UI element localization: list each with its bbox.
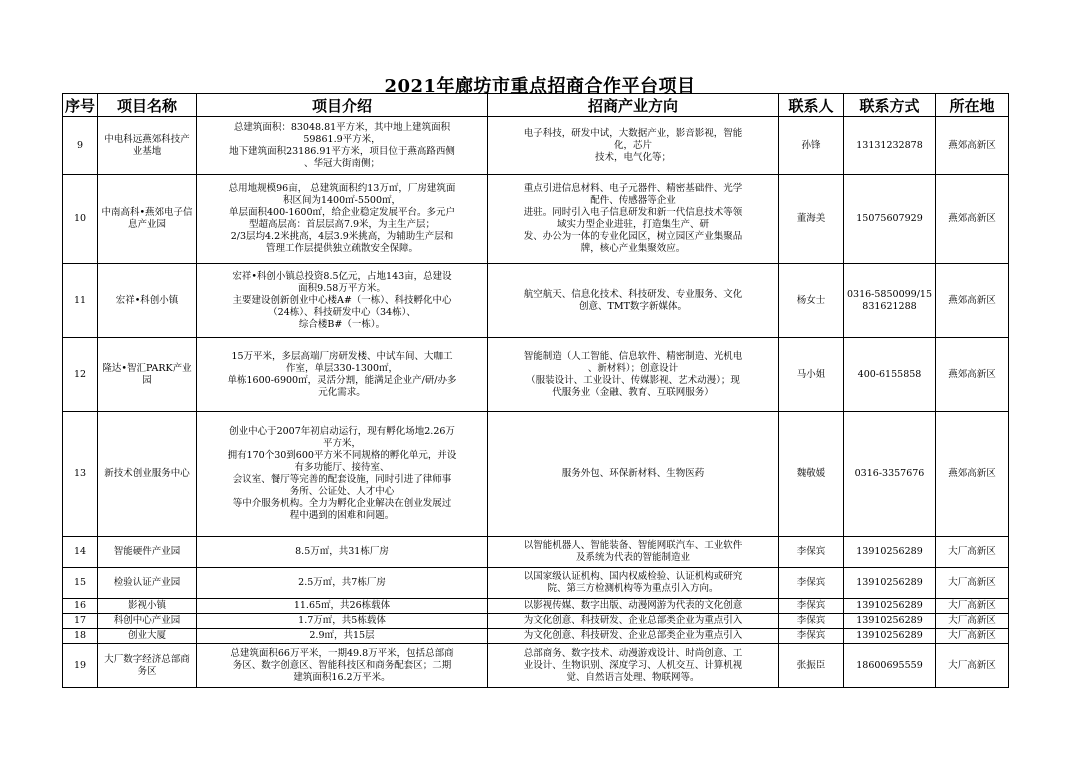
project-name: 隆达•智汇PARK产业园	[98, 338, 197, 412]
intro-line: 综合楼B#（一栋）。	[298, 318, 386, 330]
project-name: 创业大厦	[98, 629, 197, 644]
project-name: 中电科远燕郊科技产业基地	[98, 117, 197, 175]
project-intro	[197, 537, 488, 568]
table-row	[63, 568, 1009, 599]
intro-line: 11.65㎡，共26栋载体	[293, 600, 391, 611]
direction-line: 为文化创意、科技研发、企业总部类企业为重点引入	[523, 630, 743, 641]
contact-phone: 18600695559	[844, 644, 936, 688]
table-row	[63, 412, 1009, 537]
location: 大厂高新区	[936, 629, 1009, 644]
table-row	[63, 264, 1009, 338]
intro-line: 会议室、餐厅等完善的配套设施，同时引进了律师事	[232, 474, 452, 485]
direction-line: 创意、TMT数字新媒体。	[579, 300, 687, 312]
intro-line: 管理工作层提供独立疏散安全保障。	[265, 243, 418, 254]
direction-line: 代服务业（金融、教育、互联网服务）	[552, 386, 714, 398]
row-number: 9	[63, 117, 98, 175]
project-intro	[197, 568, 488, 599]
contact-phone: 13910256289	[844, 614, 936, 629]
intro-line: 主要建设创新创业中心楼A#（一栋）、科技孵化中心	[232, 294, 452, 306]
intro-line: 务所、公证处、人才中心	[289, 486, 395, 497]
contact-person: 李保宾	[779, 537, 844, 568]
direction-line: （服装设计、工业设计、传媒影视、艺术动漫）；现	[526, 374, 740, 386]
contact-person: 李保宾	[779, 614, 844, 629]
project-name: 影视小镇	[98, 599, 197, 614]
contact-phone: 13910256289	[844, 568, 936, 599]
direction-line: 航空航天、信息化技术、科技研发、专业服务、文化	[523, 288, 743, 300]
contact-phone: 15075607929	[844, 175, 936, 264]
direction-line: 服务外包、环保新材料、生物医药	[561, 468, 705, 479]
project-intro	[197, 629, 488, 644]
header-direction: 招商产业方向	[488, 94, 779, 117]
project-name: 智能硬件产业园	[98, 537, 197, 568]
location: 燕郊高新区	[936, 264, 1009, 338]
location: 燕郊高新区	[936, 338, 1009, 412]
location: 大厂高新区	[936, 644, 1009, 688]
intro-line: 程中遇到的困难和问题。	[289, 510, 395, 521]
row-number: 17	[63, 614, 98, 629]
project-intro	[197, 599, 488, 614]
direction-line: 域实力型企业进驻，打造集生产、研	[556, 219, 709, 230]
industry-direction	[488, 264, 779, 338]
intro-line: 积区间为1400㎡-5500㎡，	[282, 195, 402, 206]
header-location: 所在地	[936, 94, 1009, 117]
location: 燕郊高新区	[936, 175, 1009, 264]
intro-line: 拥有170个30到600平方米不同规格的孵化单元，并设	[227, 450, 457, 461]
direction-line: 觉、自然语言处理、物联网等。	[566, 671, 700, 683]
industry-direction	[488, 568, 779, 599]
table-row	[63, 338, 1009, 412]
header-name: 项目名称	[98, 94, 197, 117]
intro-line: 8.5万㎡，共31栋厂房	[295, 546, 389, 557]
table-row	[63, 614, 1009, 629]
direction-line: 及系统为代表的智能制造业	[575, 552, 690, 563]
direction-line: 技术，电气化等；	[594, 151, 671, 163]
industry-direction	[488, 338, 779, 412]
direction-line: 为文化创意、科技研发、企业总部类企业为重点引入	[523, 615, 743, 626]
table-row	[63, 175, 1009, 264]
intro-line: 型超高层高：首层层高7.9米，为主生产层；	[248, 219, 436, 230]
direction-line: 、新材料）；创意设计	[587, 362, 679, 374]
industry-direction	[488, 614, 779, 629]
project-name: 检验认证产业园	[98, 568, 197, 599]
row-number: 19	[63, 644, 98, 688]
direction-line: 发、办公为一体的专业化园区，树立园区产业集聚品	[523, 231, 743, 242]
contact-person: 李保宾	[779, 629, 844, 644]
table-row	[63, 599, 1009, 614]
direction-line: 进驻。同时引入电子信息研发和新一代信息技术等领	[523, 207, 743, 218]
intro-line: （24栋）、科技研发中心（34栋）、	[268, 306, 416, 318]
intro-line: 宏祥•科创小镇总投资8.5亿元，占地143亩，总建设	[232, 270, 452, 282]
row-number: 12	[63, 338, 98, 412]
location: 燕郊高新区	[936, 117, 1009, 175]
direction-line: 配件、传感器等企业	[590, 195, 676, 206]
intro-line: 1.7万㎡，共5栋载体	[298, 615, 386, 626]
intro-line: 建筑面积16.2万平米。	[293, 671, 391, 683]
contact-person: 张振臣	[779, 644, 844, 688]
intro-line: 单栋1600-6900㎡，灵活分割，能满足企业产/研/办多	[227, 374, 457, 386]
industry-direction	[488, 644, 779, 688]
contact-phone: 13910256289	[844, 599, 936, 614]
contact-phone: 0316-3357676	[844, 412, 936, 537]
intro-line: 作室，单层330-1300㎡，	[285, 362, 399, 374]
contact-person: 魏敬媛	[779, 412, 844, 537]
project-intro	[197, 614, 488, 629]
direction-line: 总部商务、数字技术、动漫游戏设计、时尚创意、工	[523, 647, 743, 659]
direction-line: 以智能机器人、智能装备、智能网联汽车、工业软件	[523, 540, 743, 551]
project-name: 新技术创业服务中心	[98, 412, 197, 537]
intro-line: 、华冠大街南侧；	[303, 157, 380, 169]
industry-direction	[488, 537, 779, 568]
intro-line: 面积9.58万平方米。	[298, 282, 386, 294]
intro-line: 元化需求。	[318, 386, 366, 398]
contact-person: 李保宾	[779, 568, 844, 599]
industry-direction	[488, 599, 779, 614]
direction-line: 重点引进信息材料、电子元器件、精密基础件、光学	[523, 183, 743, 194]
project-intro	[197, 175, 488, 264]
project-intro	[197, 412, 488, 537]
row-number: 11	[63, 264, 98, 338]
header-phone: 联系方式	[844, 94, 936, 117]
location: 大厂高新区	[936, 614, 1009, 629]
direction-line: 业设计、生物识别、深度学习、人机交互、计算机视	[523, 659, 743, 671]
intro-line: 2.9㎡，共15层	[309, 630, 375, 641]
intro-line: 创业中心于2007年初启动运行，现有孵化场地2.26万	[229, 426, 455, 437]
industry-direction	[488, 629, 779, 644]
direction-line: 牌，核心产业集聚效应。	[580, 243, 686, 254]
header-contact: 联系人	[779, 94, 844, 117]
header-row	[63, 94, 1009, 117]
row-number: 16	[63, 599, 98, 614]
industry-direction	[488, 175, 779, 264]
intro-line: 总建筑面积：83048.81平方米，其中地上建筑面积	[233, 121, 451, 133]
contact-person: 董海美	[779, 175, 844, 264]
direction-line: 以国家级认证机构、国内权威检验、认证机构或研究	[523, 571, 743, 582]
intro-line: 59861.9平方米，	[303, 133, 381, 145]
intro-line: 总建筑面积66万平米，一期49.8万平米，包括总部商	[230, 647, 454, 659]
location: 大厂高新区	[936, 568, 1009, 599]
contact-phone: 0316-5850099/15831621288	[844, 264, 936, 338]
intro-line: 务区、数字创意区、智能科技区和商务配套区；二期	[232, 659, 452, 671]
contact-person: 杨女士	[779, 264, 844, 338]
direction-line: 智能制造（人工智能、信息软件、精密制造、光机电	[523, 350, 743, 362]
intro-line: 地下建筑面积23186.91平方米，项目位于燕高路西侧	[229, 145, 455, 157]
row-number: 13	[63, 412, 98, 537]
industry-direction	[488, 117, 779, 175]
direction-line: 化，芯片	[613, 139, 652, 151]
row-number: 15	[63, 568, 98, 599]
header-intro: 项目介绍	[197, 94, 488, 117]
location: 大厂高新区	[936, 599, 1009, 614]
intro-line: 15万平米，多层高端厂房研发楼、中试车间、大咖工	[231, 350, 453, 362]
project-name: 大厂数字经济总部商务区	[98, 644, 197, 688]
project-name: 科创中心产业园	[98, 614, 197, 629]
contact-person: 李保宾	[779, 599, 844, 614]
project-name: 宏祥•科创小镇	[98, 264, 197, 338]
intro-line: 有多功能厅、接待室、	[294, 462, 390, 473]
table-row	[63, 537, 1009, 568]
table-row	[63, 629, 1009, 644]
intro-line: 总用地规模96亩， 总建筑面积约13万㎡，厂房建筑面	[228, 183, 456, 194]
intro-line: 平方米，	[322, 438, 361, 449]
contact-phone: 13910256289	[844, 537, 936, 568]
direction-line: 以影视传媒、数字出版、动漫网游为代表的文化创意	[523, 600, 743, 611]
location: 大厂高新区	[936, 537, 1009, 568]
industry-direction	[488, 412, 779, 537]
row-number: 10	[63, 175, 98, 264]
contact-phone: 13910256289	[844, 629, 936, 644]
direction-line: 院、第三方检测机构等为重点引入方向。	[547, 583, 719, 594]
row-number: 18	[63, 629, 98, 644]
intro-line: 2.5万㎡，共7栋厂房	[298, 577, 386, 588]
project-table	[62, 93, 1009, 688]
project-intro	[197, 338, 488, 412]
row-number: 14	[63, 537, 98, 568]
document-title: 2021年廊坊市重点招商合作平台项目	[384, 76, 696, 97]
direction-line: 电子科技，研发中试，大数据产业，影音影视，智能	[523, 127, 743, 139]
project-name: 中南高科•燕郊电子信息产业园	[98, 175, 197, 264]
intro-line: 2/3层均4.2米挑高，4层3.9米挑高，为辅助生产层和	[230, 231, 454, 242]
intro-line: 单层面积400-1600㎡，给企业稳定发展平台。多元户	[228, 207, 456, 218]
contact-person: 马小姐	[779, 338, 844, 412]
project-intro	[197, 644, 488, 688]
table-row	[63, 644, 1009, 688]
contact-phone: 13131232878	[844, 117, 936, 175]
project-intro	[197, 117, 488, 175]
intro-line: 等中介服务机构。全力为孵化企业解决在创业发展过	[232, 498, 452, 509]
contact-person: 孙锋	[779, 117, 844, 175]
table-row	[63, 117, 1009, 175]
header-no: 序号	[63, 94, 98, 117]
project-intro	[197, 264, 488, 338]
contact-phone: 400-6155858	[844, 338, 936, 412]
location: 燕郊高新区	[936, 412, 1009, 537]
